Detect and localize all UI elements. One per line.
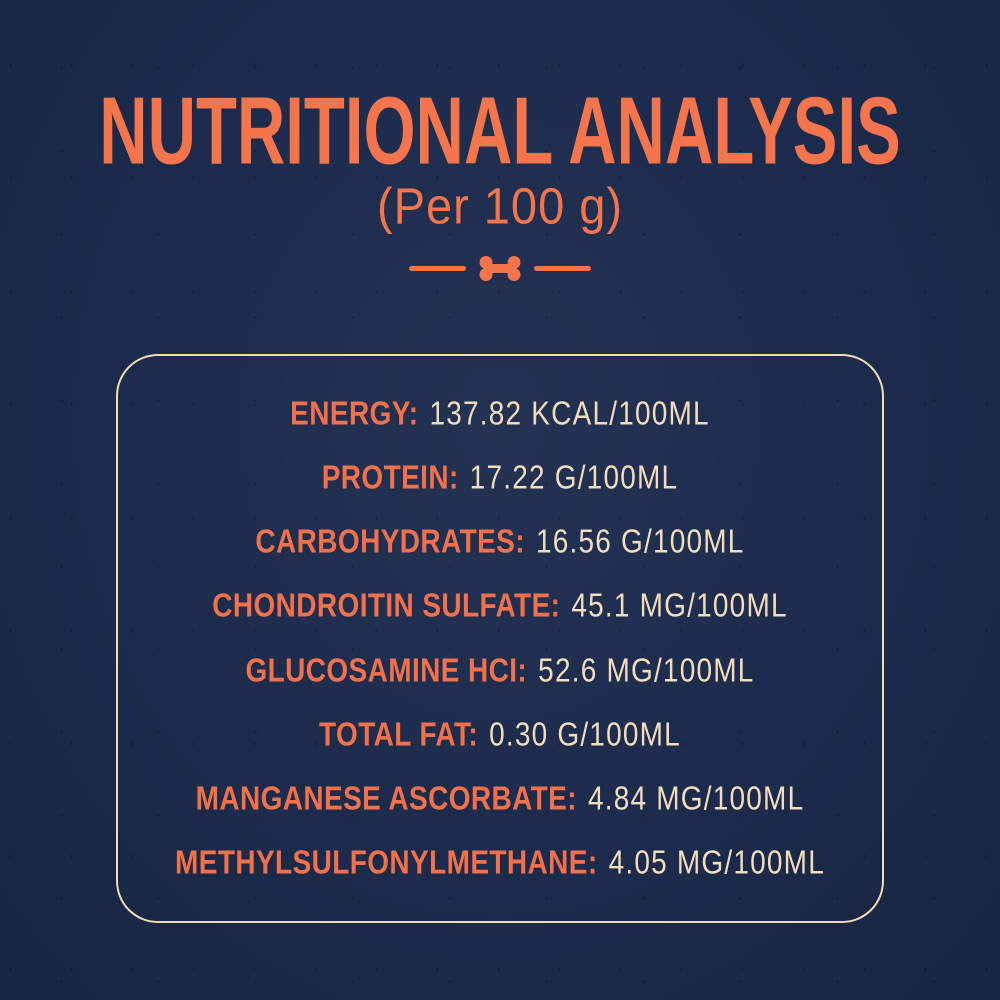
page-title: NUTRITIONAL ANALYSIS [99, 78, 901, 185]
divider [409, 255, 591, 282]
divider-line-right [534, 266, 591, 271]
nutrient-label: MANGANESE ASCORBATE: [195, 779, 577, 817]
nutrient-label: PROTEIN: [321, 459, 459, 496]
nutrient-label: TOTAL FAT: [319, 715, 479, 753]
nutrient-value: 4.05 MG/100ML [608, 844, 825, 881]
nutrient-value: 17.22 G/100ML [469, 459, 679, 496]
nutrient-label: METHYLSULFONYLMETHANE: [175, 844, 598, 881]
nutrition-row [128, 825, 872, 901]
nutrition-panel [116, 354, 884, 923]
nutrient-label: GLUCOSAMINE HCI: [245, 651, 528, 689]
bone-icon [478, 255, 522, 282]
nutrient-value: 4.84 MG/100ML [587, 779, 805, 817]
nutrient-value: 45.1 MG/100ML [571, 587, 788, 625]
nutrient-label: CHONDROITIN SULFATE: [212, 587, 561, 625]
nutrient-value: 16.56 G/100ML [535, 523, 745, 560]
nutrient-label: ENERGY: [290, 395, 419, 432]
page-subtitle: (Per 100 g) [376, 176, 624, 235]
nutrient-label: CARBOHYDRATES: [255, 523, 525, 560]
divider-line-left [409, 266, 466, 271]
nutrient-value: 52.6 MG/100ML [538, 651, 755, 689]
nutrient-value: 0.30 G/100ML [489, 715, 681, 753]
nutrient-value: 137.82 KCAL/100ML [429, 395, 710, 432]
